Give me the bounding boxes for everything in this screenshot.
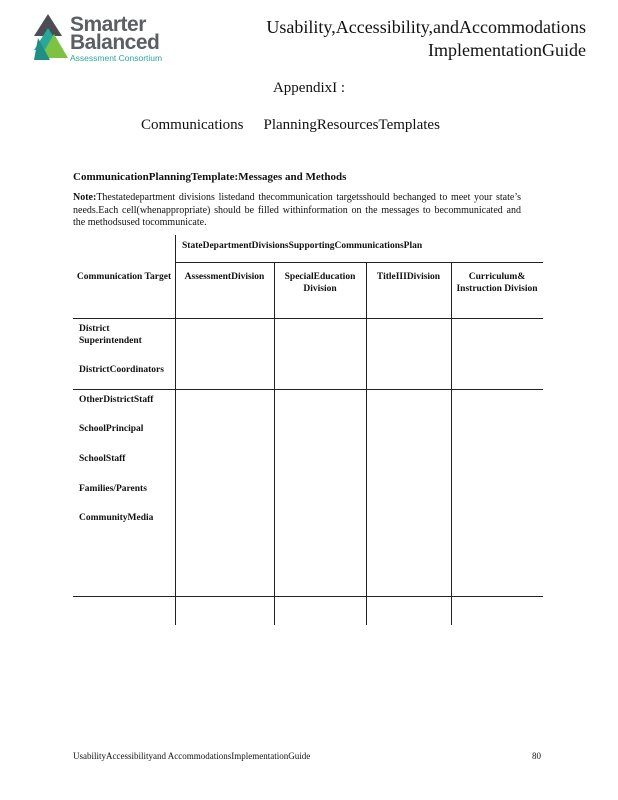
row-label-district-superintendent: District Superintendent: [79, 324, 142, 346]
column-header-curriculum-instruction-division: Curriculum& Instruction Division: [456, 272, 538, 294]
column-header-title-iii-division: TitleIIIDivision: [376, 272, 441, 282]
communication-planning-table: [73, 235, 543, 625]
table-span-header: StateDepartmentDivisionsSupportingCommunicationsPlan: [182, 241, 423, 251]
column-header-assessment-division: AssessmentDivision: [184, 272, 265, 282]
section-heading: CommunicationPlanningTemplate:Messages and Methods: [73, 171, 347, 183]
note-label: Note:: [73, 192, 97, 203]
row-label-families-parents: Families/Parents: [79, 484, 147, 494]
smarter-balanced-logo: [34, 14, 184, 64]
row-label-school-staff: SchoolStaff: [79, 454, 126, 464]
column-header-communication-target: Communication Target: [76, 272, 172, 282]
page-subtitle: [141, 117, 440, 134]
row-label-district-coordinators: DistrictCoordinators: [79, 365, 164, 375]
note-paragraph: [73, 192, 521, 230]
row-label-other-district-staff: OtherDistrictStaff: [79, 395, 154, 405]
note-text: Thestatedepartment divisions listedand thecommunication targetsshould bechanged to meet your state’s needs.Each cell(whenappropriate) should be filled withinformation on the messages to becommunicated and the methodsused tocommunicate.: [73, 192, 521, 228]
subtitle-part-2: PlanningResourcesTemplates: [263, 117, 440, 133]
logo-line-2: Balanced: [70, 31, 160, 54]
logo-line-3: Assessment Consortium: [70, 53, 163, 63]
column-header-special-education-division: SpecialEducation Division: [284, 272, 356, 294]
footer-document-name: UsabilityAccessibilityand AccommodationsImplementationGuide: [73, 751, 311, 761]
document-title-line-1: Usability,Accessibility,andAccommodations: [266, 17, 586, 37]
appendix-heading: AppendixI :: [272, 80, 346, 96]
subtitle-part-1: Communications: [141, 117, 244, 133]
document-title: [266, 16, 586, 62]
footer-page-number: 80: [532, 751, 541, 761]
document-title-line-2: ImplementationGuide: [428, 40, 586, 60]
row-label-school-principal: SchoolPrincipal: [79, 424, 144, 434]
row-label-community-media: CommunityMedia: [79, 513, 154, 523]
logo-triangles-icon: [34, 14, 74, 64]
logo-line-1: Smarter: [70, 13, 146, 36]
